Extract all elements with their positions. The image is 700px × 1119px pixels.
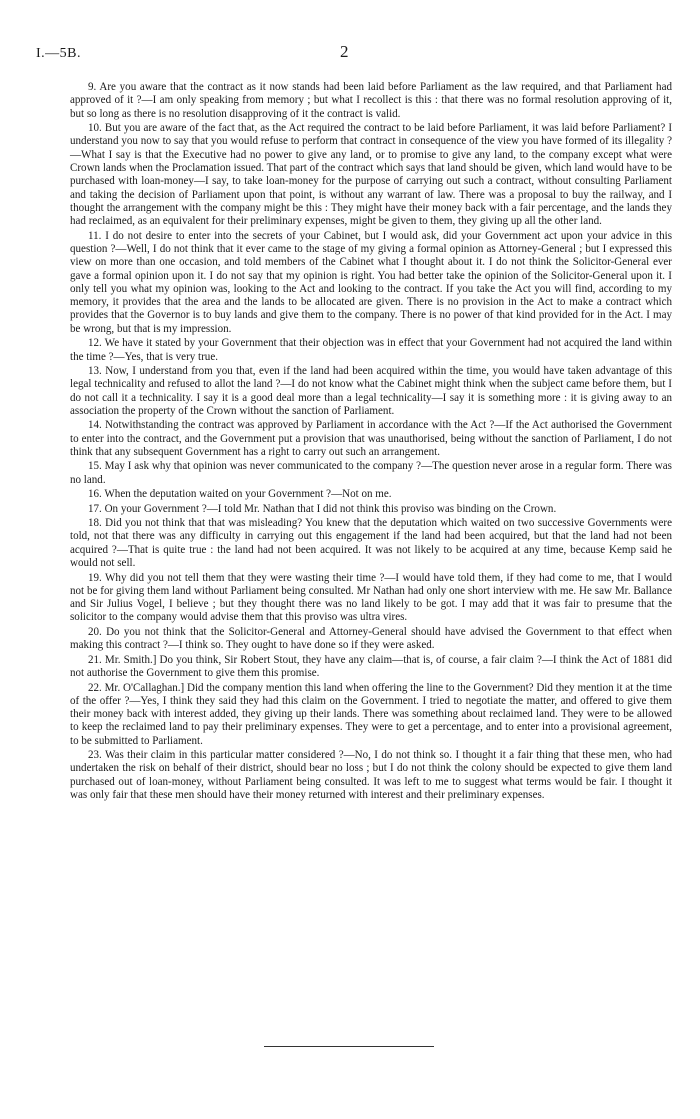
question-answer-paragraph: 18. Did you not think that that was misleading? You knew that the deputation which waited on two successive Governments were told, not that there was any difficulty in carrying out this engagement if the land had been acquired, but that the land had not been acquired ?—That is quite true : the land had not been acquired. It was not likely to be acquired at any time, because Kemp said he would not sell. — [70, 517, 672, 570]
closing-rule — [264, 1046, 434, 1047]
question-answer-paragraph: 11. I do not desire to enter into the secrets of your Cabinet, but I would ask, did your Government act upon your advice in this question ?—Well, I do not think that it ever came to the stage of my giving a formal opinion as Attorney-General ; but I expressed this view on more than one occasion, and told members of the Cabinet what I thought about it. I do not think the Solicitor-General ever gave a formal opinion upon it. I do not say that my opinion is right. You had better take the opinion of the Solicitor-General upon it. I only tell you what my opinion was, looking to the Act and looking to the contract. If you take the Act you will find, according to my memory, it provides that the area and the lands to be allocated are given. There is no provision in the Act to make a contract which provides that the Governor is to buy lands and give them to the company. There is no power of that kind provided for in the Act. I may be wrong, but that is my impression. — [70, 229, 672, 335]
question-answer-paragraph: 13. Now, I understand from you that, even if the land had been acquired within the time, you would have taken advantage of this legal technicality and refused to allot the land ?—I do not know what the Cabinet might think when the subject came before them, but I do not call it a technicality. I say it is a good deal more than a legal technicality—I say it is something more : it is giving away to an association the property of the Crown without the sanction of Parliament. — [70, 364, 672, 417]
question-answer-paragraph: 22. Mr. O'Callaghan.] Did the company mention this land when offering the line to the Government? Did they mention it at the time of the offer ?—Yes, I think they said they had this claim on the Government. I tried to negotiate the matter, and offered to give them their money back with interest added, they giving up their lands. There was something about reclaimed land. They were to be allowed to keep the reclaimed land to pay their preliminary expenses. They were to get a percentage, and to enter into a provisional agreement, to be submitted to Parliament. — [70, 681, 672, 747]
question-answer-paragraph: 21. Mr. Smith.] Do you think, Sir Robert Stout, they have any claim—that is, of course, a fair claim ?—I think the Act of 1881 did not authorise the Government to give them this promise. — [70, 653, 672, 680]
question-answer-paragraph: 14. Notwithstanding the contract was approved by Parliament in accordance with the Act ?—If the Act authorised the Government to enter into the contract, and the Government put a provision that was unauthorised, being without the sanction of Parliament, I do not think that any subsequent Government has a right to carry out such an arrangement. — [70, 419, 672, 458]
question-answer-paragraph: 12. We have it stated by your Government that their objection was in effect that your Government had not acquired the land within the time ?—Yes, that is very true. — [70, 337, 672, 363]
question-answer-paragraph: 16. When the deputation waited on your Government ?—Not on me. — [88, 488, 392, 501]
question-answer-paragraph: 20. Do you not think that the Solicitor-General and Attorney-General should have advised the Government to that effect when making this contract ?—I think so. They ought to have done so if they were asked. — [70, 625, 672, 652]
question-answer-paragraph: 10. But you are aware of the fact that, as the Act required the contract to be laid before Parliament, it was laid before Parliament? I understand you now to say that you would refuse to perform that contract in consequence of the view you have formed of its illegality ?—What I say is that the Executive had no power to give any land, or to promise to give any land, to the company except what were Crown lands when the Proclamation issued. That part of the contract which says that land should be given, which land would have to be purchased with loan-money—I say, to take loan-money for the purpose of carrying out such a contract, without consulting Parliament and taking the decision of Parliament upon that point, is without any warrant of law. There was a proposal to buy the railway, and I thought the arrangement with the company might be this : They might have their money back with a fair percentage, and the lands they had reclaimed, as an equivalent for their preliminary expenses, might be given to them, they giving up all the other land. — [70, 122, 672, 228]
question-answer-paragraph: 23. Was their claim in this particular matter considered ?—No, I do not think so. I thought it a fair thing that these men, who had undertaken the risk on behalf of their district, should bear no loss ; but I do not think the colony should be expected to give them land purchased out of loan-money, without Parliament being consulted. It was left to me to suggest what terms would be fair. I thought it was only fair that these men should have their money returned with interest and their preliminary expenses. — [70, 749, 672, 802]
testimony-body — [70, 81, 672, 804]
question-answer-paragraph: 15. May I ask why that opinion was never communicated to the company ?—The question never arose in a regular form. There was no land. — [70, 460, 672, 486]
question-answer-paragraph: 19. Why did you not tell them that they were wasting their time ?—I would have told them, if they had come to me, that I would not be for giving them land without Parliament being consulted. Mr Nathan had only one short interview with me. He saw Mr. Ballance and Sir Julius Vogel, I believe ; but they thought there was no land likely to be got. I may add that it was fair to presume that the solicitor to the company would advise them that this proviso was ultra vires. — [70, 571, 672, 624]
page-number: 2 — [340, 42, 349, 61]
question-answer-paragraph: 9. Are you aware that the contract as it now stands had been laid before Parliament as the law required, and that Parliament had approved of it ?—I am only speaking from memory ; but what I recollect is this : that there was no formal resolution approving of it, but so long as there is no resolution disapproving of it the contract is valid. — [70, 81, 672, 120]
document-reference: I.—5B. — [36, 46, 81, 61]
question-answer-paragraph: 17. On your Government ?—I told Mr. Nathan that I did not think this proviso was binding on the Crown. — [88, 502, 557, 515]
